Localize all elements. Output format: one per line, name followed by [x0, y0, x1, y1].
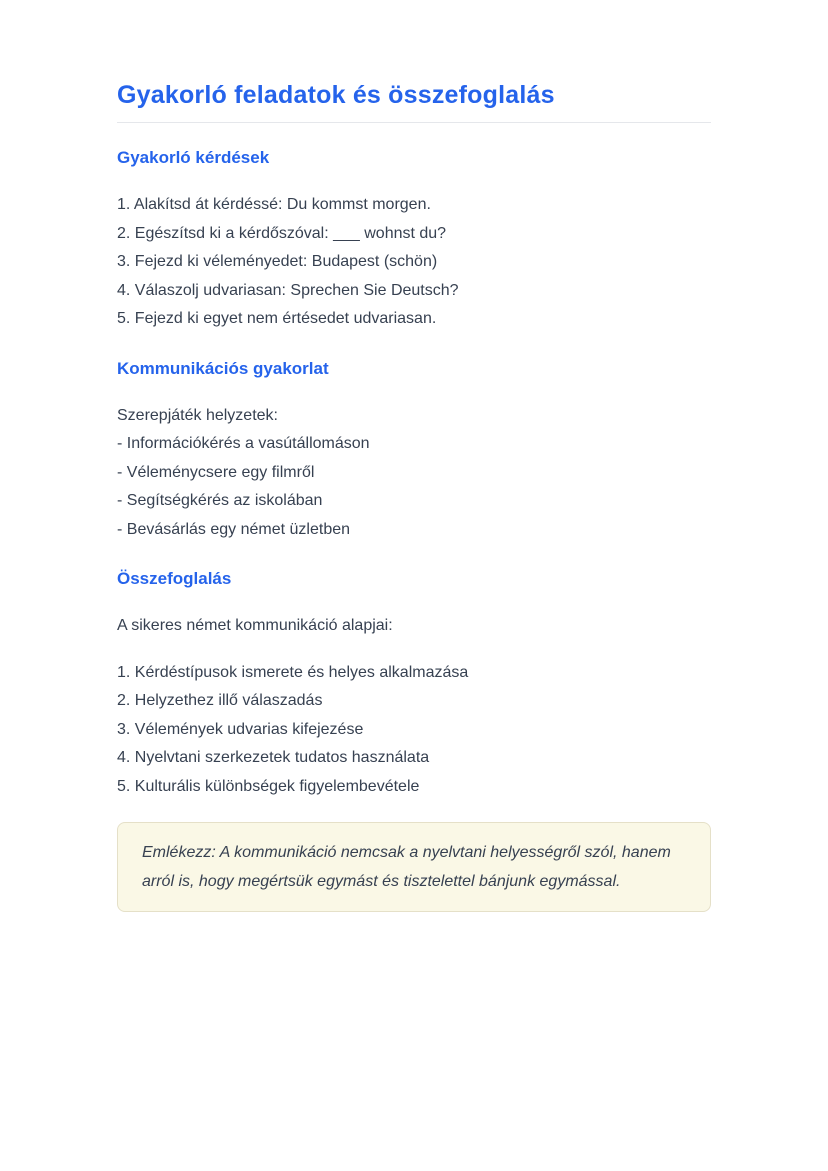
list-item: 4. Nyelvtani szerkezetek tudatos használata [117, 749, 430, 766]
list-item: 3. Vélemények udvarias kifejezése [117, 720, 364, 738]
intro-text: Szerepjáték helyzetek: [117, 406, 278, 424]
section-communication-practice [117, 358, 711, 545]
section-heading-summary: Összefoglalás [117, 569, 232, 588]
section-summary [117, 568, 711, 801]
list-item: 1. Kérdéstípusok ismerete és helyes alkalmazása [117, 663, 469, 681]
list-item: 3. Fejezd ki véleményedet: Budapest (schön) [117, 253, 438, 270]
list-item: 4. Válaszolj udvariasan: Sprechen Sie Deutsch? [117, 281, 459, 299]
list-item: 2. Helyzethez illő válaszadás [117, 692, 323, 709]
title-divider [117, 122, 711, 123]
note-text: Emlékezz: A kommunikáció nemcsak a nyelvtani helyességről szól, hanem arról is, hogy megértsük egymást és tisztelettel bánjunk egymással. [142, 844, 671, 890]
section-practice-questions [117, 147, 711, 334]
intro-text: A sikeres német kommunikáció alapjai: [117, 617, 393, 634]
section-heading-practice-questions: Gyakorló kérdések [117, 148, 270, 167]
summary-list [117, 659, 711, 802]
list-item: - Véleménycsere egy filmről [117, 463, 315, 481]
note-box [117, 822, 711, 912]
list-item: 5. Kulturális különbségek figyelembevétele [117, 777, 420, 795]
list-item: - Segítségkérés az iskolában [117, 492, 323, 509]
list-item: 1. Alakítsd át kérdéssé: Du kommst morgen. [117, 196, 431, 213]
list-item: - Bevásárlás egy német üzletben [117, 520, 351, 538]
list-item: - Információkérés a vasútállomáson [117, 435, 370, 452]
section-heading-communication-practice: Kommunikációs gyakorlat [117, 358, 329, 378]
page-title: Gyakorló feladatok és összefoglalás [117, 81, 555, 109]
list-item: 5. Fejezd ki egyet nem értésedet udvariasan. [117, 310, 437, 327]
list-item: 2. Egészítsd ki a kérdőszóval: ___ wohnst du? [117, 224, 447, 242]
